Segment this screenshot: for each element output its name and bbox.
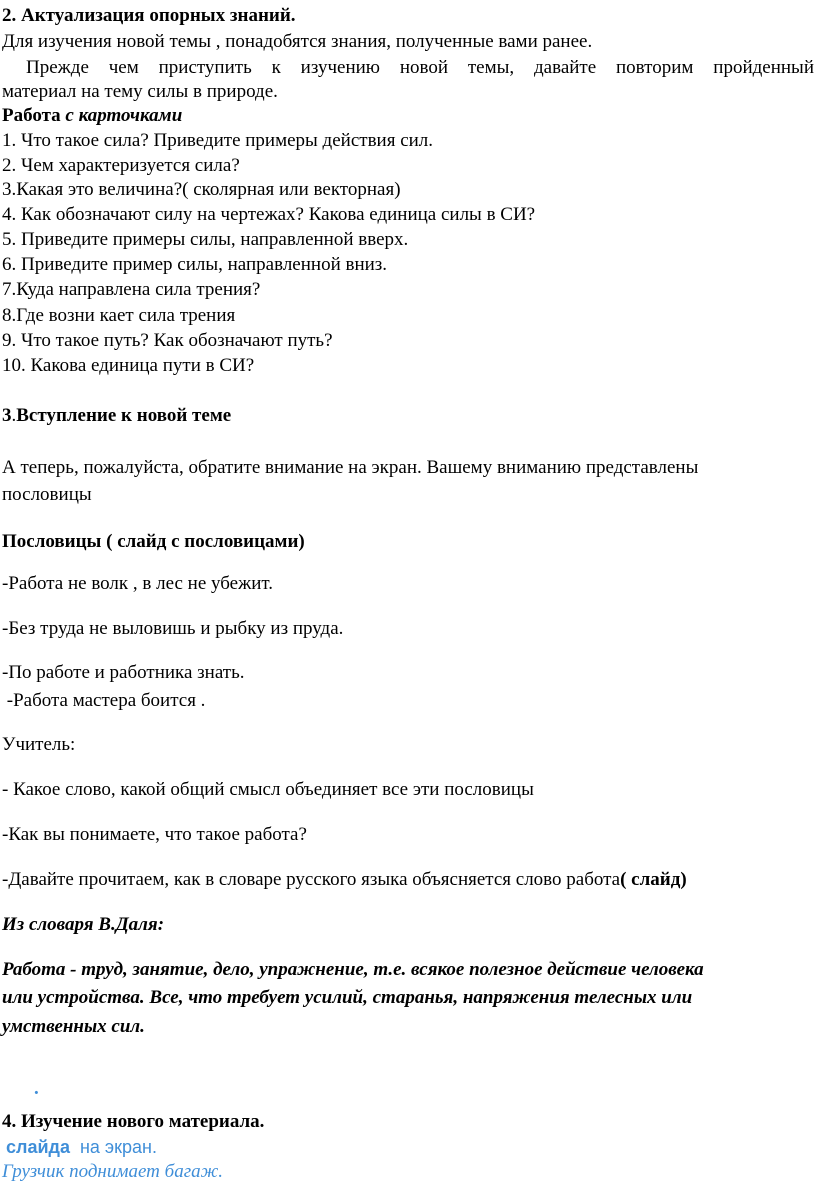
slide-reference: ( слайд) [620, 869, 687, 890]
section-2-paragraph-line-2: материал на тему силы в природе. [2, 81, 278, 102]
question-item: 2. Чем характеризуется сила? [2, 155, 240, 176]
section-2-intro: Для изучения новой темы , понадобятся знания, полученные вами ранее. [2, 31, 593, 52]
section-4-heading: 4. Изучение нового материала. [2, 1111, 265, 1132]
cards-label-bold: Работа [2, 105, 61, 126]
question-item: 10. Какова единица пути в СИ? [2, 355, 255, 376]
question-item: 5. Приведите примеры силы, направленной вверх. [2, 229, 409, 250]
teacher-question-text: -Давайте прочитаем, как в словаре русского языка объясняется слово работа [2, 869, 621, 890]
section-2-heading: 2. Актуализация опорных знаний. [2, 5, 296, 26]
slide-instruction [6, 1135, 814, 1159]
slide-instruction-bold: слайда [6, 1137, 70, 1157]
proverbs-title: Пословицы ( слайд с пословицами) [2, 531, 305, 552]
question-item: 6. Приведите пример силы, направленной вниз. [2, 254, 388, 275]
teacher-question [2, 868, 814, 892]
dictionary-definition-line-1: Работа - труд, занятие, дело, упражнение, т.е. всякое полезное действие человека [2, 959, 704, 980]
question-item: 4. Как обозначают силу на чертежах? Какова единица силы в СИ? [2, 204, 536, 225]
slide-instruction-rest: на экран. [69, 1137, 157, 1157]
teacher-question: -Как вы понимаете, что такое работа? [2, 824, 307, 845]
question-item: 8.Где возни кает сила трения [2, 305, 236, 326]
question-item: 3.Какая это величина?( сколярная или векторная) [2, 179, 401, 200]
teacher-label: Учитель: [2, 734, 76, 755]
dictionary-definition-line-3: умственных сил. [2, 1016, 145, 1037]
cards-label-italic: с карточками [60, 105, 183, 126]
proverb-item: -Работа мастера боится . [2, 690, 206, 711]
section-3-heading [2, 404, 814, 428]
dictionary-title: Из словаря В.Даля: [2, 914, 165, 935]
proverb-item: -Без труда не выловишь и рыбку из пруда. [2, 618, 344, 639]
cards-label [2, 104, 814, 128]
section-3-paragraph-line-1: А теперь, пожалуйста, обратите внимание на экран. Вашему вниманию представлены [2, 457, 699, 478]
question-item: 1. Что такое сила? Приведите примеры действия сил. [2, 130, 434, 151]
proverb-item: -Работа не волк , в лес не убежит. [2, 573, 274, 594]
section-3-paragraph-line-2: пословицы [2, 484, 92, 505]
section-3-heading-text: Вступление к новой теме [16, 405, 232, 426]
section-3-heading-number: 3 [2, 405, 12, 426]
dictionary-definition-line-2: или устройства. Все, что требует усилий, старанья, напряжения телесных или [2, 987, 693, 1008]
proverb-item: -По работе и работника знать. [2, 662, 245, 683]
image-caption: Грузчик поднимает багаж. [2, 1161, 224, 1182]
section-2-paragraph-line-1: Прежде чем приступить к изучению новой темы, давайте повторим пройденный [26, 57, 814, 78]
question-item: 9. Что такое путь? Как обозначают путь? [2, 330, 333, 351]
question-item: 7.Куда направлена сила трения? [2, 279, 261, 300]
section-3-heading-dot: . [11, 405, 17, 426]
teacher-question: - Какое слово, какой общий смысл объединяет все эти пословицы [2, 779, 534, 800]
stray-dot: . [34, 1078, 39, 1099]
